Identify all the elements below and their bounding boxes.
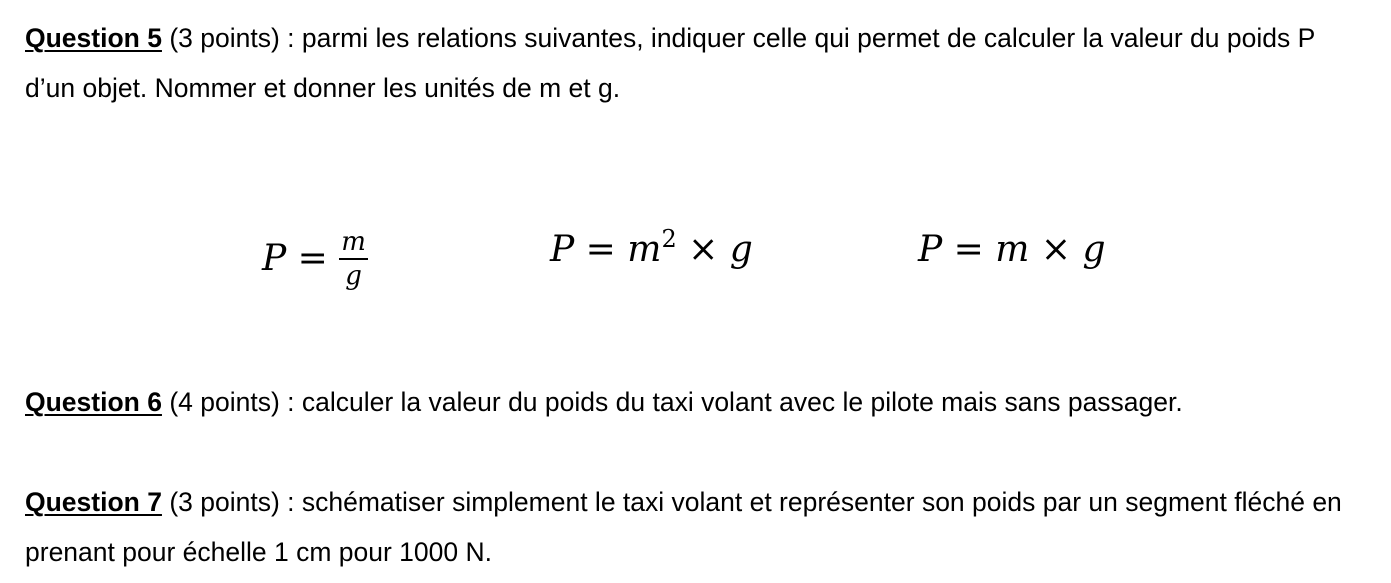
formula-p-equals-m-squared-times-g [550,225,753,270]
formula-2-equals: = [574,229,628,270]
formula-2-lhs: P [550,229,575,270]
formula-3-equals: = [942,229,996,270]
question-5-paragraph [25,13,1370,113]
formula-1-numerator: m [339,228,368,260]
formula-1-denominator: g [345,261,362,291]
formula-2-rhs: g [729,229,753,270]
formula-2-times: × [676,229,730,270]
formula-2-exponent: 2 [661,225,677,253]
question-6-label: Question 6 [25,387,162,417]
question-7-text: (3 points) : schématiser simplement le taxi volant et représenter son poids par un segment fléché en prenant pour échelle 1 cm pour 1000 N. [25,487,1342,567]
formula-1-equals: = [286,238,340,279]
question-7-paragraph [25,477,1370,577]
formula-1-fraction [339,228,368,290]
formula-3-mass: m [995,229,1030,270]
formula-1-lhs: P [262,238,287,279]
formula-3-lhs: P [918,229,943,270]
formula-2-base: m [627,229,662,270]
formula-3-rhs: g [1082,229,1106,270]
formula-p-equals-m-over-g [262,227,368,292]
question-5-label: Question 5 [25,23,162,53]
question-5-text: (3 points) : parmi les relations suivantes, indiquer celle qui permet de calculer la valeur du poids P d’un objet. Nommer et donner les unités de m et g. [25,23,1315,103]
formula-3-times: × [1029,229,1083,270]
question-7-label: Question 7 [25,487,162,517]
question-6-text: (4 points) : calculer la valeur du poids du taxi volant avec le pilote mais sans passager. [161,387,1183,417]
question-6-paragraph [25,377,1370,427]
formula-p-equals-m-times-g [918,230,1106,270]
